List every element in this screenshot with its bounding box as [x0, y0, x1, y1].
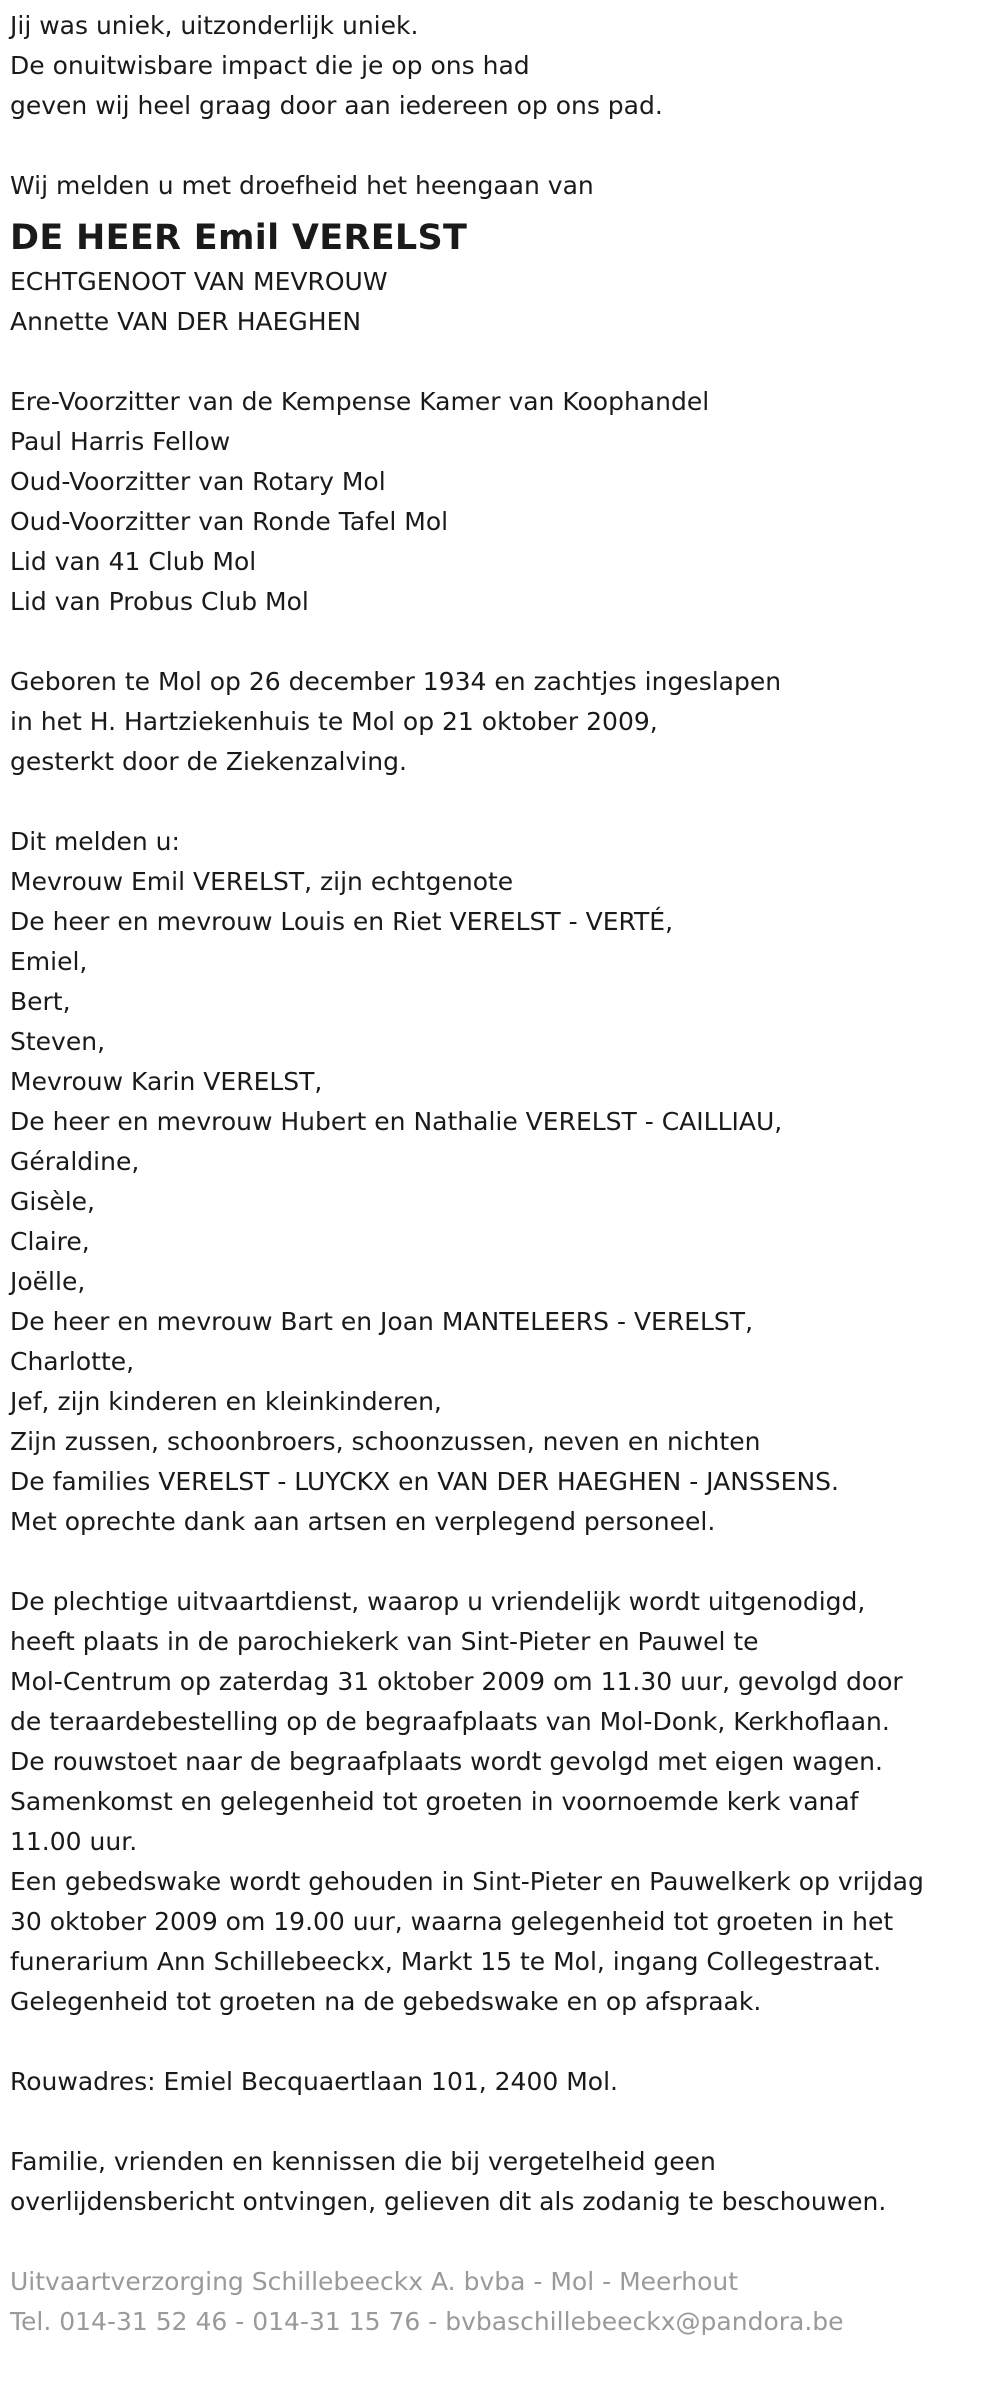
ceremony-line: 11.00 uur. — [10, 1827, 138, 1856]
family-item: Géraldine, — [10, 1147, 140, 1176]
family-item: Claire, — [10, 1227, 90, 1256]
ceremony-details — [10, 1582, 995, 2022]
ceremony-line: de teraardebestelling op de begraafplaats van Mol-Donk, Kerkhoflaan. — [10, 1707, 890, 1736]
spacer — [10, 1542, 995, 1582]
spouse-name: Annette VAN DER HAEGHEN — [10, 307, 362, 336]
obituary-text — [10, 6, 995, 2342]
family-item: Bert, — [10, 987, 71, 1016]
title-item: Ere-Voorzitter van de Kempense Kamer van Koophandel — [10, 387, 710, 416]
family-list — [10, 822, 995, 1542]
funeral-home-contact: Tel. 014-31 52 46 - 014-31 15 76 - bvbaschillebeeckx@pandora.be — [10, 2307, 844, 2336]
family-item: Emiel, — [10, 947, 88, 976]
poem-line: De onuitwisbare impact die je op ons had — [10, 51, 530, 80]
birth-death-line: gesterkt door de Ziekenzalving. — [10, 747, 407, 776]
poem — [10, 6, 995, 126]
closing-note — [10, 2142, 995, 2222]
family-item: Mevrouw Emil VERELST, zijn echtgenote — [10, 867, 514, 896]
title-item: Lid van Probus Club Mol — [10, 587, 309, 616]
spacer — [10, 342, 995, 382]
spacer — [10, 126, 995, 166]
family-item: De heer en mevrouw Bart en Joan MANTELEERS - VERELST, — [10, 1307, 754, 1336]
announcement-intro: Wij melden u met droefheid het heengaan van — [10, 171, 594, 200]
family-item: Mevrouw Karin VERELST, — [10, 1067, 323, 1096]
ceremony-line: Een gebedswake wordt gehouden in Sint-Pieter en Pauwelkerk op vrijdag — [10, 1867, 924, 1896]
title-item: Oud-Voorzitter van Rotary Mol — [10, 467, 386, 496]
spacer — [10, 2022, 995, 2062]
birth-death-line: Geboren te Mol op 26 december 1934 en zachtjes ingeslapen — [10, 667, 782, 696]
family-item: Met oprechte dank aan artsen en verplegend personeel. — [10, 1507, 716, 1536]
closing-line: overlijdensbericht ontvingen, gelieven dit als zodanig te beschouwen. — [10, 2187, 887, 2216]
family-item: Jef, zijn kinderen en kleinkinderen, — [10, 1387, 442, 1416]
birth-death — [10, 662, 995, 782]
ceremony-line: Gelegenheid tot groeten na de gebedswake en op afspraak. — [10, 1987, 762, 2016]
family-item: Steven, — [10, 1027, 106, 1056]
family-item: De heer en mevrouw Louis en Riet VERELST - VERTÉ, — [10, 907, 674, 936]
family-item: De heer en mevrouw Hubert en Nathalie VERELST - CAILLIAU, — [10, 1107, 783, 1136]
ceremony-line: 30 oktober 2009 om 19.00 uur, waarna gelegenheid tot groeten in het — [10, 1907, 894, 1936]
funeral-home-name: Uitvaartverzorging Schillebeeckx A. bvba - Mol - Meerhout — [10, 2267, 739, 2296]
spacer — [10, 782, 995, 822]
spouse-title: ECHTGENOOT VAN MEVROUW — [10, 267, 388, 296]
titles-list — [10, 382, 995, 622]
mourning-address: Rouwadres: Emiel Becquaertlaan 101, 2400 Mol. — [10, 2067, 618, 2096]
family-item: Charlotte, — [10, 1347, 135, 1376]
poem-line: geven wij heel graag door aan iedereen op ons pad. — [10, 91, 663, 120]
spacer — [10, 2102, 995, 2142]
title-item: Oud-Voorzitter van Ronde Tafel Mol — [10, 507, 449, 536]
ceremony-line: De plechtige uitvaartdienst, waarop u vriendelijk wordt uitgenodigd, — [10, 1587, 866, 1616]
ceremony-line: De rouwstoet naar de begraafplaats wordt gevolgd met eigen wagen. — [10, 1747, 883, 1776]
family-item: Joëlle, — [10, 1267, 86, 1296]
spacer — [10, 2222, 995, 2262]
ceremony-line: Samenkomst en gelegenheid tot groeten in voornoemde kerk vanaf — [10, 1787, 859, 1816]
funeral-home-footer — [10, 2262, 995, 2342]
ceremony-line: Mol-Centrum op zaterdag 31 oktober 2009 om 11.30 uur, gevolgd door — [10, 1667, 903, 1696]
ceremony-line: heeft plaats in de parochiekerk van Sint-Pieter en Pauwel te — [10, 1627, 759, 1656]
spacer — [10, 622, 995, 662]
title-item: Lid van 41 Club Mol — [10, 547, 257, 576]
ceremony-line: funerarium Ann Schillebeeckx, Markt 15 te Mol, ingang Collegestraat. — [10, 1947, 882, 1976]
family-item: Zijn zussen, schoonbroers, schoonzussen, neven en nichten — [10, 1427, 761, 1456]
poem-line: Jij was uniek, uitzonderlijk uniek. — [10, 11, 419, 40]
family-item: De families VERELST - LUYCKX en VAN DER HAEGHEN - JANSSENS. — [10, 1467, 839, 1496]
title-item: Paul Harris Fellow — [10, 427, 231, 456]
closing-line: Familie, vrienden en kennissen die bij vergetelheid geen — [10, 2147, 716, 2176]
deceased-name: DE HEER Emil VERELST — [10, 218, 468, 258]
family-item: Dit melden u: — [10, 827, 180, 856]
birth-death-line: in het H. Hartziekenhuis te Mol op 21 oktober 2009, — [10, 707, 658, 736]
family-item: Gisèle, — [10, 1187, 95, 1216]
